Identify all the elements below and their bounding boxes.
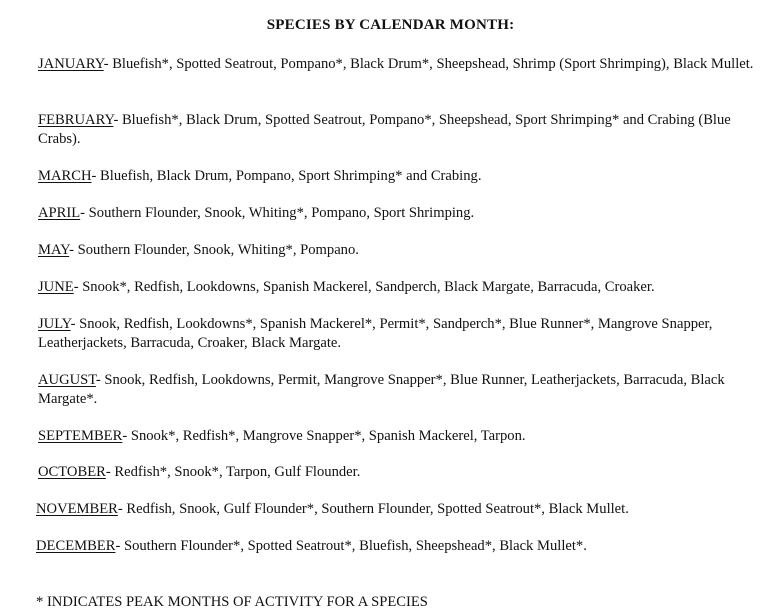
month-label: AUGUST xyxy=(38,372,96,388)
species-list: - Redfish*, Snook*, Tarpon, Gulf Flounder. xyxy=(105,464,361,480)
month-label: MARCH xyxy=(38,168,92,184)
month-label: NOVEMBER xyxy=(36,501,118,517)
month-label: DECEMBER xyxy=(36,538,116,554)
species-list: - Bluefish, Black Drum, Pompano, Sport Shrimping* and Crabing. xyxy=(91,168,482,184)
species-list: - Southern Flounder, Snook, Whiting*, Pompano. xyxy=(69,242,359,258)
species-list: - Snook*, Redfish, Lookdowns, Spanish Mackerel, Sandperch, Black Margate, Barracuda, Croaker. xyxy=(73,279,655,295)
month-entry-january xyxy=(38,55,763,74)
month-label: FEBRUARY xyxy=(38,112,114,128)
month-entry-june xyxy=(38,278,763,297)
month-label: SEPTEMBER xyxy=(38,428,123,444)
species-list: - Snook*, Redfish*, Mangrove Snapper*, Spanish Mackerel, Tarpon. xyxy=(122,428,526,444)
month-entry-july xyxy=(38,315,763,352)
species-list: - Bluefish*, Black Drum, Spotted Seatrout, Pompano*, Sheepshead, Sport Shrimping* and Crabing (Blue Crabs). xyxy=(38,112,731,147)
month-entry-february xyxy=(38,111,763,148)
month-entry-november xyxy=(36,500,761,519)
month-label: JUNE xyxy=(38,279,74,295)
footnote: * INDICATES PEAK MONTHS OF ACTIVITY FOR A SPECIES xyxy=(36,594,428,610)
month-label: APRIL xyxy=(38,205,81,221)
species-list: - Snook, Redfish, Lookdowns*, Spanish Mackerel*, Permit*, Sandperch*, Blue Runner*, Mangrove Snapper, Leatherjackets, Barracuda, Croaker, Black Margate. xyxy=(38,316,713,351)
species-list: - Southern Flounder*, Spotted Seatrout*, Bluefish, Sheepshead*, Black Mullet*. xyxy=(115,538,587,554)
month-entry-may xyxy=(38,241,763,260)
month-label: JANUARY xyxy=(38,56,104,72)
month-entry-september xyxy=(38,427,763,446)
species-list: - Redfish, Snook, Gulf Flounder*, Southern Flounder, Spotted Seatrout*, Black Mullet. xyxy=(117,501,629,517)
month-label: MAY xyxy=(38,242,70,258)
month-entry-october xyxy=(38,463,763,482)
species-list: - Southern Flounder, Snook, Whiting*, Pompano, Sport Shrimping. xyxy=(80,205,475,221)
month-entry-december xyxy=(36,537,761,556)
month-label: OCTOBER xyxy=(38,464,106,480)
species-list: - Bluefish*, Spotted Seatrout, Pompano*, Black Drum*, Sheepshead, Shrimp (Sport Shrimping), Black Mullet. xyxy=(103,56,754,72)
species-list: - Snook, Redfish, Lookdowns, Permit, Mangrove Snapper*, Blue Runner, Leatherjackets, Barracuda, Black Margate*. xyxy=(38,372,725,407)
page-title: SPECIES BY CALENDAR MONTH: xyxy=(266,17,515,33)
month-label: JULY xyxy=(38,316,71,332)
month-entry-march xyxy=(38,167,763,186)
month-entry-april xyxy=(38,204,763,223)
month-entry-august xyxy=(38,371,763,408)
